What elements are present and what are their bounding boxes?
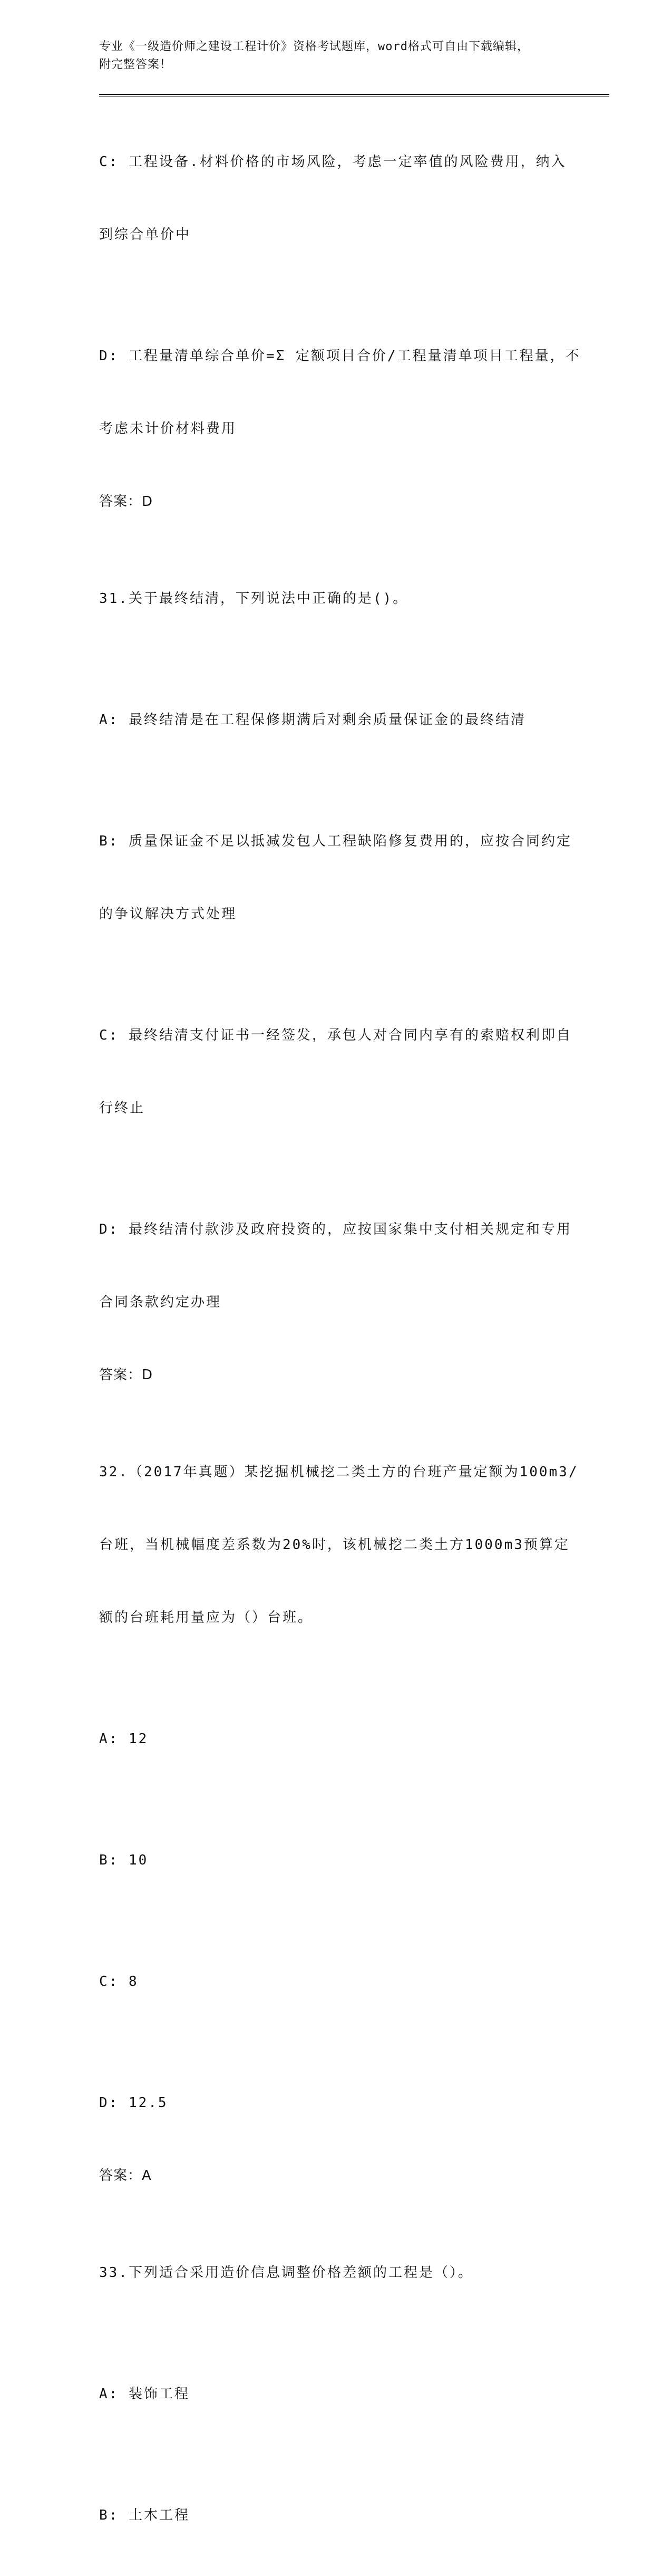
- prev-option-c: C: 工程设备.材料价格的市场风险，考虑一定率值的风险费用，纳入 到综合单价中: [99, 154, 567, 243]
- q31-answer: 答案：D: [99, 1367, 153, 1383]
- q31-option-d: D: 最终结清付款涉及政府投资的，应按国家集中支付相关规定和专用 合同条款约定办理: [99, 1222, 572, 1310]
- q32-option-c: C: 8: [99, 1974, 139, 1989]
- q31-option-a: A: 最终结清是在工程保修期满后对剩余质量保证金的最终结清: [99, 712, 526, 728]
- question-content: [99, 101, 581, 2576]
- spacer: [99, 514, 573, 538]
- prev-option-d: D: 工程量清单综合单价=Σ 定额项目合价/工程量清单项目工程量，不 考虑未计价材料费用: [99, 348, 581, 437]
- q31-option-c: C: 最终结清支付证书一经签发，承包人对合同内享有的索赔权利即自 行终止: [99, 1027, 572, 1116]
- q32-stem: 32.（2017年真题）某挖掘机械挖二类土方的台班产量定额为100m3/ 台班，当机械幅度差系数为20%时，该机械挖二类土方1000m3预算定 额的台班耗用量应为（）台班。: [99, 1464, 579, 1626]
- q32-option-a: A: 12: [99, 1731, 149, 1747]
- header-line-2: 附完整答案！: [99, 58, 172, 71]
- q33-option-a: A: 装饰工程: [99, 2386, 190, 2402]
- q32-answer: 答案：A: [99, 2168, 152, 2184]
- spacer: [99, 2188, 573, 2212]
- q31-stem: 31.关于最终结清，下列说法中正确的是()。: [99, 591, 408, 607]
- document-header: [99, 38, 573, 74]
- q33-option-b: B: 土木工程: [99, 2507, 190, 2523]
- q32-option-d: D: 12.5: [99, 2095, 168, 2111]
- q33-stem: 33.下列适合采用造价信息调整价格差额的工程是（）。: [99, 2265, 473, 2281]
- prev-answer: 答案：D: [99, 494, 153, 510]
- header-divider: [99, 94, 609, 97]
- header-line-1: 专业《一级造价师之建设工程计价》资格考试题库，word格式可自由下载编辑，: [99, 40, 529, 53]
- divider-thick-line: [99, 94, 609, 95]
- spacer: [99, 1387, 573, 1411]
- q32-option-b: B: 10: [99, 1852, 149, 1868]
- q31-option-b: B: 质量保证金不足以抵减发包人工程缺陷修复费用的，应按合同约定 的争议解决方式处理: [99, 833, 572, 922]
